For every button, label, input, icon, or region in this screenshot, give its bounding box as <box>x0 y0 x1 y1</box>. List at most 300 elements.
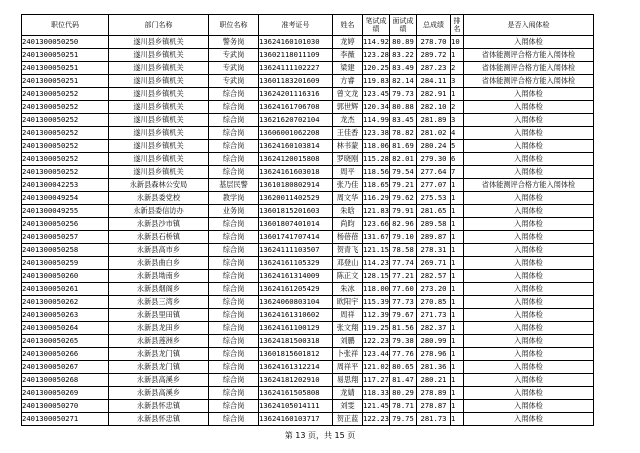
position-name-cell: 综合岗 <box>209 361 259 374</box>
total-score-cell: 278.89 <box>417 387 451 400</box>
interview-score-cell: 81.69 <box>390 140 417 153</box>
total-score-cell: 275.53 <box>417 192 451 205</box>
written-score-cell: 123.38 <box>363 127 390 140</box>
position-code-cell: 2401300050260 <box>22 270 109 283</box>
interview-score-cell: 77.60 <box>390 283 417 296</box>
name-cell: 欧阳宇 <box>333 296 363 309</box>
total-score-cell: 289.87 <box>417 231 451 244</box>
written-score-cell: 122.23 <box>363 413 390 426</box>
position-name-cell: 综合岗 <box>209 88 259 101</box>
table-row <box>22 218 594 231</box>
rank-cell: 3 <box>451 114 464 127</box>
name-cell: 周祥平 <box>333 361 363 374</box>
position-code-cell: 2401300050252 <box>22 127 109 140</box>
table-row <box>22 322 594 335</box>
rank-cell: 2 <box>451 62 464 75</box>
total-score-cell: 278.31 <box>417 244 451 257</box>
department-cell: 永新县森林公安局 <box>109 179 209 192</box>
written-score-cell: 123.66 <box>363 218 390 231</box>
medical-check-cell: 入闱体检 <box>464 101 594 114</box>
department-cell: 永新县曲白乡 <box>109 257 209 270</box>
department-cell: 永新县怀忠镇 <box>109 413 209 426</box>
interview-score-cell: 82.01 <box>390 153 417 166</box>
total-score-cell: 289.58 <box>417 218 451 231</box>
total-score-cell: 270.85 <box>417 296 451 309</box>
rank-cell: 1 <box>451 400 464 413</box>
department-cell: 遂川县乡镇机关 <box>109 127 209 140</box>
table-row <box>22 296 594 309</box>
position-name-cell: 综合岗 <box>209 322 259 335</box>
name-cell: 梁建 <box>333 62 363 75</box>
header-medical-check: 是否入闱体检 <box>464 15 594 36</box>
header-total-score: 总成绩 <box>417 15 451 36</box>
medical-check-cell: 入闱体检 <box>464 257 594 270</box>
department-cell: 永新县高市乡 <box>109 244 209 257</box>
name-cell: 方睿 <box>333 75 363 88</box>
department-cell: 遂川县乡镇机关 <box>109 36 209 49</box>
department-cell: 永新县莲洲乡 <box>109 335 209 348</box>
department-cell: 遂川县乡镇机关 <box>109 101 209 114</box>
name-cell: 刘鹏 <box>333 335 363 348</box>
medical-check-cell: 入闱体检 <box>464 270 594 283</box>
name-cell: 刘雯 <box>333 400 363 413</box>
rank-cell: 1 <box>451 413 464 426</box>
written-score-cell: 117.27 <box>363 374 390 387</box>
table-row <box>22 387 594 400</box>
header-admission-number: 准考证号 <box>259 15 333 36</box>
position-name-cell: 专武岗 <box>209 49 259 62</box>
admission-number-cell: 13624161706708 <box>259 101 333 114</box>
medical-check-cell: 入闱体检 <box>464 205 594 218</box>
admission-number-cell: 13624111102227 <box>259 62 333 75</box>
table-row <box>22 127 594 140</box>
admission-number-cell: 13601807401014 <box>259 218 333 231</box>
written-score-cell: 119.25 <box>363 322 390 335</box>
position-name-cell: 综合岗 <box>209 153 259 166</box>
interview-score-cell: 80.89 <box>390 36 417 49</box>
page-footer: 第 13 页，共 15 页 <box>284 431 356 440</box>
admission-number-cell: 13624111103507 <box>259 244 333 257</box>
medical-check-cell: 入闱体检 <box>464 88 594 101</box>
table-row <box>22 361 594 374</box>
position-name-cell: 综合岗 <box>209 244 259 257</box>
name-cell: 龙婧 <box>333 387 363 400</box>
written-score-cell: 120.25 <box>363 62 390 75</box>
total-score-cell: 271.73 <box>417 309 451 322</box>
table-row <box>22 36 594 49</box>
medical-check-cell: 入闱体检 <box>464 218 594 231</box>
admission-number-cell: 13601183201609 <box>259 75 333 88</box>
department-cell: 遂川县乡镇机关 <box>109 88 209 101</box>
rank-cell: 1 <box>451 270 464 283</box>
department-cell: 永新县高溪乡 <box>109 387 209 400</box>
position-name-cell: 综合岗 <box>209 283 259 296</box>
table-row <box>22 88 594 101</box>
table-row <box>22 283 594 296</box>
written-score-cell: 120.34 <box>363 101 390 114</box>
position-name-cell: 综合岗 <box>209 270 259 283</box>
department-cell: 遂川县乡镇机关 <box>109 62 209 75</box>
written-score-cell: 116.29 <box>363 192 390 205</box>
admission-number-cell: 13624120015808 <box>259 153 333 166</box>
rank-cell: 1 <box>451 231 464 244</box>
position-code-cell: 2401300050252 <box>22 101 109 114</box>
department-cell: 遂川县乡镇机关 <box>109 140 209 153</box>
interview-score-cell: 79.10 <box>390 231 417 244</box>
department-cell: 遂川县乡镇机关 <box>109 75 209 88</box>
table-header-row <box>22 15 594 36</box>
written-score-cell: 128.15 <box>363 270 390 283</box>
position-name-cell: 综合岗 <box>209 166 259 179</box>
position-name-cell: 综合岗 <box>209 218 259 231</box>
position-code-cell: 2401300050256 <box>22 218 109 231</box>
interview-score-cell: 79.75 <box>390 413 417 426</box>
interview-score-cell: 79.73 <box>390 88 417 101</box>
admission-number-cell: 13624181202910 <box>259 374 333 387</box>
medical-check-cell: 省体能测评合格方能入闱体检 <box>464 62 594 75</box>
medical-check-cell: 入闱体检 <box>464 309 594 322</box>
admission-number-cell: 13624161205429 <box>259 283 333 296</box>
admission-number-cell: 13624201116316 <box>259 88 333 101</box>
name-cell: 尚昀 <box>333 218 363 231</box>
written-score-cell: 121.83 <box>363 205 390 218</box>
position-name-cell: 综合岗 <box>209 127 259 140</box>
header-position-code: 职位代码 <box>22 15 109 36</box>
name-cell: 朱晗 <box>333 205 363 218</box>
interview-score-cell: 78.82 <box>390 127 417 140</box>
interview-score-cell: 78.71 <box>390 400 417 413</box>
total-score-cell: 284.11 <box>417 75 451 88</box>
medical-check-cell: 入闱体检 <box>464 166 594 179</box>
rank-cell: 1 <box>451 335 464 348</box>
position-code-cell: 2401300049255 <box>22 205 109 218</box>
header-written-score: 笔试成绩 <box>363 15 390 36</box>
position-code-cell: 2401300050262 <box>22 296 109 309</box>
table-row <box>22 374 594 387</box>
department-cell: 永新县龙田乡 <box>109 322 209 335</box>
department-cell: 永新县坳南乡 <box>109 270 209 283</box>
position-name-cell: 业务岗 <box>209 205 259 218</box>
admission-number-cell: 13624161310602 <box>259 309 333 322</box>
written-score-cell: 115.28 <box>363 153 390 166</box>
name-cell: 曾文龙 <box>333 88 363 101</box>
rank-cell: 1 <box>451 322 464 335</box>
interview-score-cell: 80.65 <box>390 361 417 374</box>
admission-number-cell: 13624161312214 <box>259 361 333 374</box>
total-score-cell: 281.73 <box>417 413 451 426</box>
total-score-cell: 281.65 <box>417 205 451 218</box>
medical-check-cell: 入闱体检 <box>464 231 594 244</box>
name-cell: 易思翔 <box>333 374 363 387</box>
medical-check-cell: 入闱体检 <box>464 361 594 374</box>
written-score-cell: 114.99 <box>363 114 390 127</box>
position-code-cell: 2401300050251 <box>22 49 109 62</box>
position-name-cell: 专武岗 <box>209 62 259 75</box>
written-score-cell: 131.67 <box>363 231 390 244</box>
rank-cell: 1 <box>451 257 464 270</box>
rank-cell: 1 <box>451 179 464 192</box>
table-row <box>22 270 594 283</box>
interview-score-cell: 80.88 <box>390 101 417 114</box>
admission-number-cell: 13624105014111 <box>259 400 333 413</box>
position-code-cell: 2401300050250 <box>22 36 109 49</box>
name-cell: 邓登山 <box>333 257 363 270</box>
position-name-cell: 综合岗 <box>209 114 259 127</box>
written-score-cell: 121.45 <box>363 400 390 413</box>
total-score-cell: 280.21 <box>417 374 451 387</box>
header-position-name: 职位名称 <box>209 15 259 36</box>
position-code-cell: 2401300050268 <box>22 374 109 387</box>
table-row <box>22 75 594 88</box>
written-score-cell: 123.28 <box>363 49 390 62</box>
table-row <box>22 309 594 322</box>
written-score-cell: 122.23 <box>363 335 390 348</box>
rank-cell: 6 <box>451 153 464 166</box>
table-row <box>22 101 594 114</box>
table-row <box>22 153 594 166</box>
position-code-cell: 2401300050269 <box>22 387 109 400</box>
table-row <box>22 192 594 205</box>
total-score-cell: 282.57 <box>417 270 451 283</box>
table-row <box>22 49 594 62</box>
rank-cell: 1 <box>451 348 464 361</box>
medical-check-cell: 入闱体检 <box>464 348 594 361</box>
total-score-cell: 281.89 <box>417 114 451 127</box>
position-code-cell: 2401300050271 <box>22 413 109 426</box>
position-code-cell: 2401300050261 <box>22 283 109 296</box>
total-score-cell: 287.23 <box>417 62 451 75</box>
written-score-cell: 118.00 <box>363 283 390 296</box>
position-code-cell: 2401300050265 <box>22 335 109 348</box>
total-score-cell: 278.87 <box>417 400 451 413</box>
position-code-cell: 2401300050259 <box>22 257 109 270</box>
written-score-cell: 118.06 <box>363 140 390 153</box>
total-score-cell: 282.91 <box>417 88 451 101</box>
position-code-cell: 2401300050251 <box>22 62 109 75</box>
written-score-cell: 118.56 <box>363 166 390 179</box>
name-cell: 郭世辉 <box>333 101 363 114</box>
position-name-cell: 综合岗 <box>209 140 259 153</box>
position-code-cell: 2401300050267 <box>22 361 109 374</box>
rank-cell: 1 <box>451 205 464 218</box>
position-code-cell: 2401300050252 <box>22 140 109 153</box>
table-body <box>22 36 594 426</box>
admission-number-cell: 13621620702104 <box>259 114 333 127</box>
total-score-cell: 280.24 <box>417 140 451 153</box>
written-score-cell: 118.65 <box>363 179 390 192</box>
interview-score-cell: 79.38 <box>390 335 417 348</box>
medical-check-cell: 省体能测评合格方能入闱体检 <box>464 75 594 88</box>
total-score-cell: 273.20 <box>417 283 451 296</box>
department-cell: 遂川县乡镇机关 <box>109 153 209 166</box>
rank-cell: 4 <box>451 127 464 140</box>
position-code-cell: 2401300050251 <box>22 75 109 88</box>
total-score-cell: 282.10 <box>417 101 451 114</box>
name-cell: 林书蒙 <box>333 140 363 153</box>
admission-number-cell: 13601741707414 <box>259 231 333 244</box>
admission-number-cell: 13624160101030 <box>259 36 333 49</box>
interview-score-cell: 77.21 <box>390 270 417 283</box>
interview-score-cell: 83.22 <box>390 49 417 62</box>
total-score-cell: 277.64 <box>417 166 451 179</box>
department-cell: 永新县里田镇 <box>109 309 209 322</box>
position-name-cell: 综合岗 <box>209 400 259 413</box>
position-name-cell: 综合岗 <box>209 296 259 309</box>
medical-check-cell: 入闱体检 <box>464 335 594 348</box>
admission-number-cell: 13602118011109 <box>259 49 333 62</box>
rank-cell: 1 <box>451 192 464 205</box>
rank-cell: 1 <box>451 309 464 322</box>
admission-number-cell: 13624181500318 <box>259 335 333 348</box>
interview-score-cell: 81.47 <box>390 374 417 387</box>
interview-score-cell: 78.58 <box>390 244 417 257</box>
header-department: 部门名称 <box>109 15 209 36</box>
name-cell: 周平 <box>333 166 363 179</box>
table-row <box>22 257 594 270</box>
table-row <box>22 114 594 127</box>
position-name-cell: 综合岗 <box>209 257 259 270</box>
rank-cell: 1 <box>451 88 464 101</box>
table-row <box>22 348 594 361</box>
position-name-cell: 综合岗 <box>209 231 259 244</box>
position-name-cell: 教学岗 <box>209 192 259 205</box>
interview-score-cell: 83.49 <box>390 62 417 75</box>
written-score-cell: 112.39 <box>363 309 390 322</box>
department-cell: 永新县龙门镇 <box>109 361 209 374</box>
admission-number-cell: 13624160103814 <box>259 140 333 153</box>
position-name-cell: 综合岗 <box>209 387 259 400</box>
rank-cell: 1 <box>451 296 464 309</box>
table-row <box>22 140 594 153</box>
medical-check-cell: 入闱体检 <box>464 114 594 127</box>
header-interview-score: 面试成绩 <box>390 15 417 36</box>
admission-number-cell: 13610180802914 <box>259 179 333 192</box>
department-cell: 永新县烟阁乡 <box>109 283 209 296</box>
interview-score-cell: 79.91 <box>390 205 417 218</box>
position-code-cell: 2401300050252 <box>22 88 109 101</box>
department-cell: 遂川县乡镇机关 <box>109 114 209 127</box>
position-name-cell: 综合岗 <box>209 374 259 387</box>
admission-number-cell: 13620011402529 <box>259 192 333 205</box>
rank-cell: 1 <box>451 218 464 231</box>
admission-number-cell: 13601815201603 <box>259 205 333 218</box>
total-score-cell: 280.99 <box>417 335 451 348</box>
medical-check-cell: 入闱体检 <box>464 296 594 309</box>
total-score-cell: 277.07 <box>417 179 451 192</box>
medical-check-cell: 入闱体检 <box>464 153 594 166</box>
admission-number-cell: 13624161105329 <box>259 257 333 270</box>
total-score-cell: 278.96 <box>417 348 451 361</box>
table-row <box>22 400 594 413</box>
interview-score-cell: 77.76 <box>390 348 417 361</box>
written-score-cell: 114.23 <box>363 257 390 270</box>
rank-cell: 1 <box>451 361 464 374</box>
medical-check-cell: 入闱体检 <box>464 244 594 257</box>
department-cell: 永新县怀忠镇 <box>109 400 209 413</box>
admission-number-cell: 13624161603018 <box>259 166 333 179</box>
admission-number-cell: 13624161505808 <box>259 387 333 400</box>
table-row <box>22 62 594 75</box>
admission-number-cell: 13624161100129 <box>259 322 333 335</box>
position-name-cell: 综合岗 <box>209 309 259 322</box>
name-cell: 卜张祥 <box>333 348 363 361</box>
name-cell: 贺青飞 <box>333 244 363 257</box>
rank-cell: 1 <box>451 244 464 257</box>
interview-score-cell: 79.54 <box>390 166 417 179</box>
medical-check-cell: 省体能测评合格方能入闱体检 <box>464 179 594 192</box>
name-cell: 周祥 <box>333 309 363 322</box>
table-row <box>22 166 594 179</box>
table-row <box>22 231 594 244</box>
position-code-cell: 2401300050252 <box>22 166 109 179</box>
position-name-cell: 综合岗 <box>209 101 259 114</box>
rank-cell: 2 <box>451 101 464 114</box>
written-score-cell: 114.92 <box>363 36 390 49</box>
department-cell: 遂川县乡镇机关 <box>109 166 209 179</box>
position-code-cell: 2401300050263 <box>22 309 109 322</box>
written-score-cell: 123.44 <box>363 348 390 361</box>
admission-number-cell: 13601815601812 <box>259 348 333 361</box>
written-score-cell: 119.83 <box>363 75 390 88</box>
name-cell: 贺正蓝 <box>333 413 363 426</box>
written-score-cell: 123.45 <box>363 88 390 101</box>
department-cell: 遂川县乡镇机关 <box>109 49 209 62</box>
name-cell: 王佳香 <box>333 127 363 140</box>
position-name-cell: 专武岗 <box>209 75 259 88</box>
medical-check-cell: 入闱体检 <box>464 283 594 296</box>
interview-score-cell: 82.96 <box>390 218 417 231</box>
name-cell: 陈正文 <box>333 270 363 283</box>
total-score-cell: 282.37 <box>417 322 451 335</box>
name-cell: 朱冰 <box>333 283 363 296</box>
table-row <box>22 335 594 348</box>
name-cell: 杨蓓蓓 <box>333 231 363 244</box>
medical-check-cell: 入闱体检 <box>464 387 594 400</box>
interview-score-cell: 81.56 <box>390 322 417 335</box>
medical-check-cell: 入闱体检 <box>464 374 594 387</box>
rank-cell: 1 <box>451 283 464 296</box>
position-code-cell: 2401300050270 <box>22 400 109 413</box>
department-cell: 永新县委党校 <box>109 192 209 205</box>
department-cell: 永新县三湾乡 <box>109 296 209 309</box>
position-name-cell: 综合岗 <box>209 335 259 348</box>
department-cell: 永新县沙市镇 <box>109 218 209 231</box>
medical-check-cell: 入闱体检 <box>464 322 594 335</box>
total-score-cell: 281.02 <box>417 127 451 140</box>
total-score-cell: 269.71 <box>417 257 451 270</box>
interview-score-cell: 79.67 <box>390 309 417 322</box>
rank-cell: 10 <box>451 36 464 49</box>
interview-score-cell: 79.21 <box>390 179 417 192</box>
written-score-cell: 115.39 <box>363 296 390 309</box>
department-cell: 永新县高溪乡 <box>109 374 209 387</box>
written-score-cell: 121.02 <box>363 361 390 374</box>
medical-check-cell: 入闱体检 <box>464 400 594 413</box>
rank-cell: 3 <box>451 75 464 88</box>
name-cell: 龙婷 <box>333 36 363 49</box>
position-code-cell: 2401300050252 <box>22 114 109 127</box>
name-cell: 龙杰 <box>333 114 363 127</box>
rank-cell: 1 <box>451 387 464 400</box>
position-code-cell: 2401300049254 <box>22 192 109 205</box>
table-row <box>22 413 594 426</box>
interview-score-cell: 83.45 <box>390 114 417 127</box>
medical-check-cell: 入闱体检 <box>464 140 594 153</box>
position-code-cell: 2401300050252 <box>22 153 109 166</box>
results-table <box>21 14 594 426</box>
interview-score-cell: 77.73 <box>390 296 417 309</box>
name-cell: 李薇 <box>333 49 363 62</box>
